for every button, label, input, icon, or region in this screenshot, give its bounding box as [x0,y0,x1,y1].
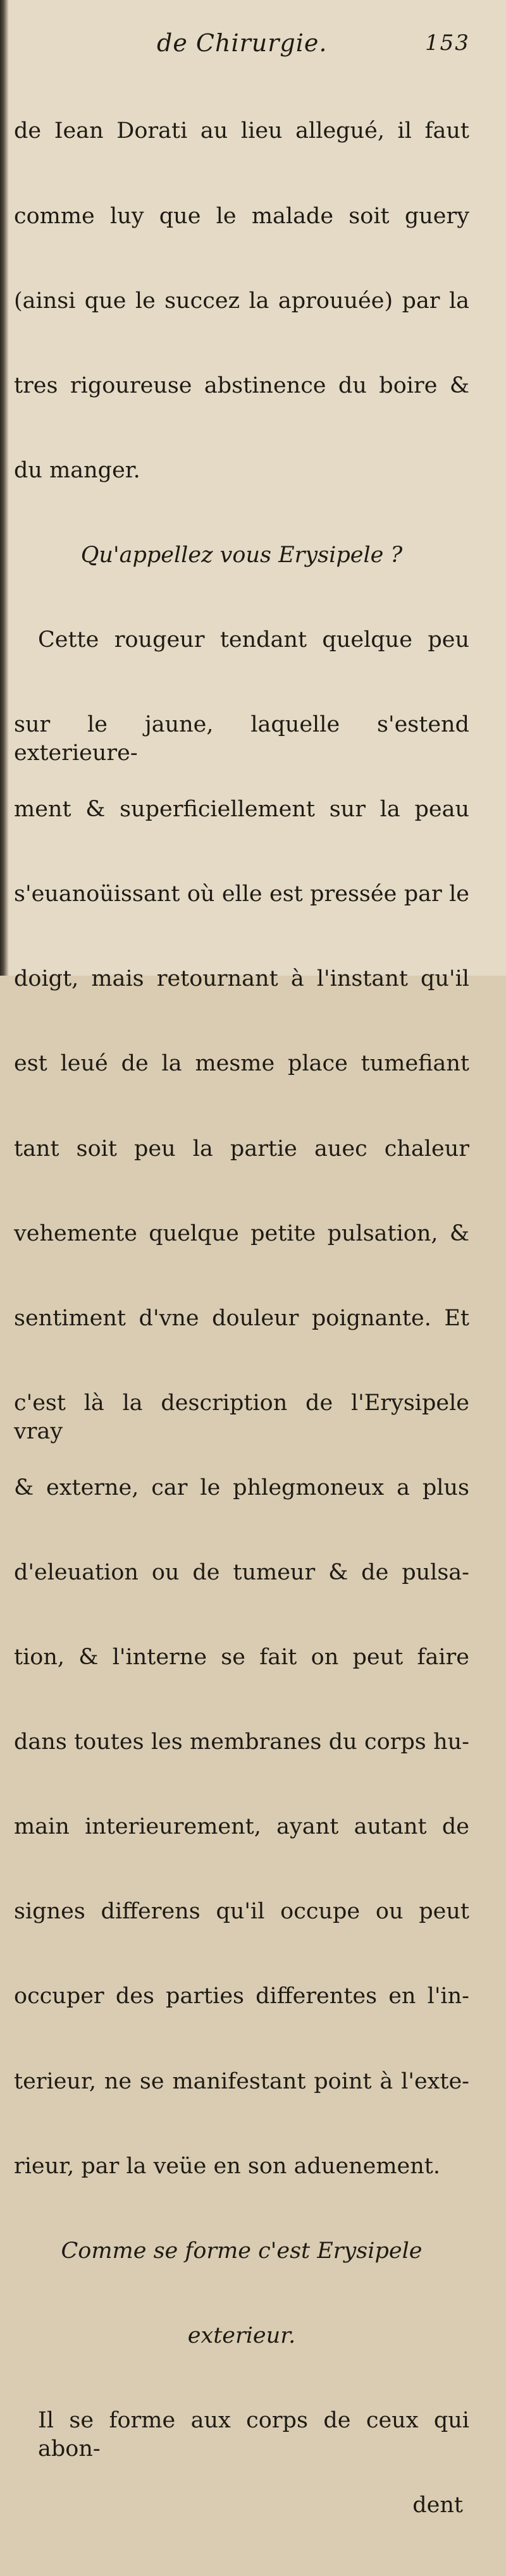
text-line: du manger. [14,457,140,483]
running-head [0,29,506,61]
text-line: (ainsi que le succez la aprouuée) par la [14,288,469,314]
text-line: Il se forme aux corps de ceux qui abon- [38,2407,469,2462]
text-line: sentiment d'vne douleur poignante. Et [14,1305,469,1331]
catchword: dent [412,2493,463,2518]
text-line: tant soit peu la partie auec chaleur [14,1136,469,1162]
text-line: tres rigoureuse abstinence du boire & [14,372,469,398]
text-line: tion, & l'interne se fait on peut faire [14,1645,469,1671]
text-line: dans toutes les membranes du corps hu- [14,1729,469,1755]
page-number: 153 [425,30,470,56]
body-text [14,61,469,2576]
text-line: est leué de la mesme place tumefiant [14,1051,469,1077]
text-line: c'est là la description de l'Erysipele vray [14,1390,469,1444]
text-line: vehemente quelque petite pulsation, & [14,1220,469,1246]
text-line: Cette rougeur tendant quelque peu [38,627,469,653]
text-line: doigt, mais retournant à l'instant qu'il [14,966,469,992]
text-line: comme luy que le malade soit guery [14,203,469,229]
text-line: rieur, par la veüe en son aduenement. [14,2153,440,2179]
text-line: sur le jaune, laquelle s'estend exterieure- [14,712,469,766]
text-line: terieur, ne se manifestant point à l'exte- [14,2068,469,2094]
text-line: main interieurement, ayant autant de [14,1814,469,1840]
running-title: de Chirurgie. [157,29,328,57]
section-heading: Comme se forme c'est Erysipele [61,2238,423,2264]
text-line: signes differens qu'il occupe ou peut [14,1899,469,1925]
section-heading: exterieur. [187,2322,296,2348]
section-heading: Qu'appellez vous Erysipele ? [80,542,403,568]
text-line: occuper des parties differentes en l'in- [14,1984,469,2009]
text-line: s'euanoüissant où elle est presséе par le [14,881,469,907]
text-line: d'eleuation ou de tumeur & de pulsa- [14,1560,469,1585]
text-line: de Iean Dorati au lieu allegué, il faut [14,118,469,144]
text-line: & externe, car le phlegmoneux a plus [14,1475,469,1500]
text-line: ment & superficiellement sur la peau [14,797,469,823]
